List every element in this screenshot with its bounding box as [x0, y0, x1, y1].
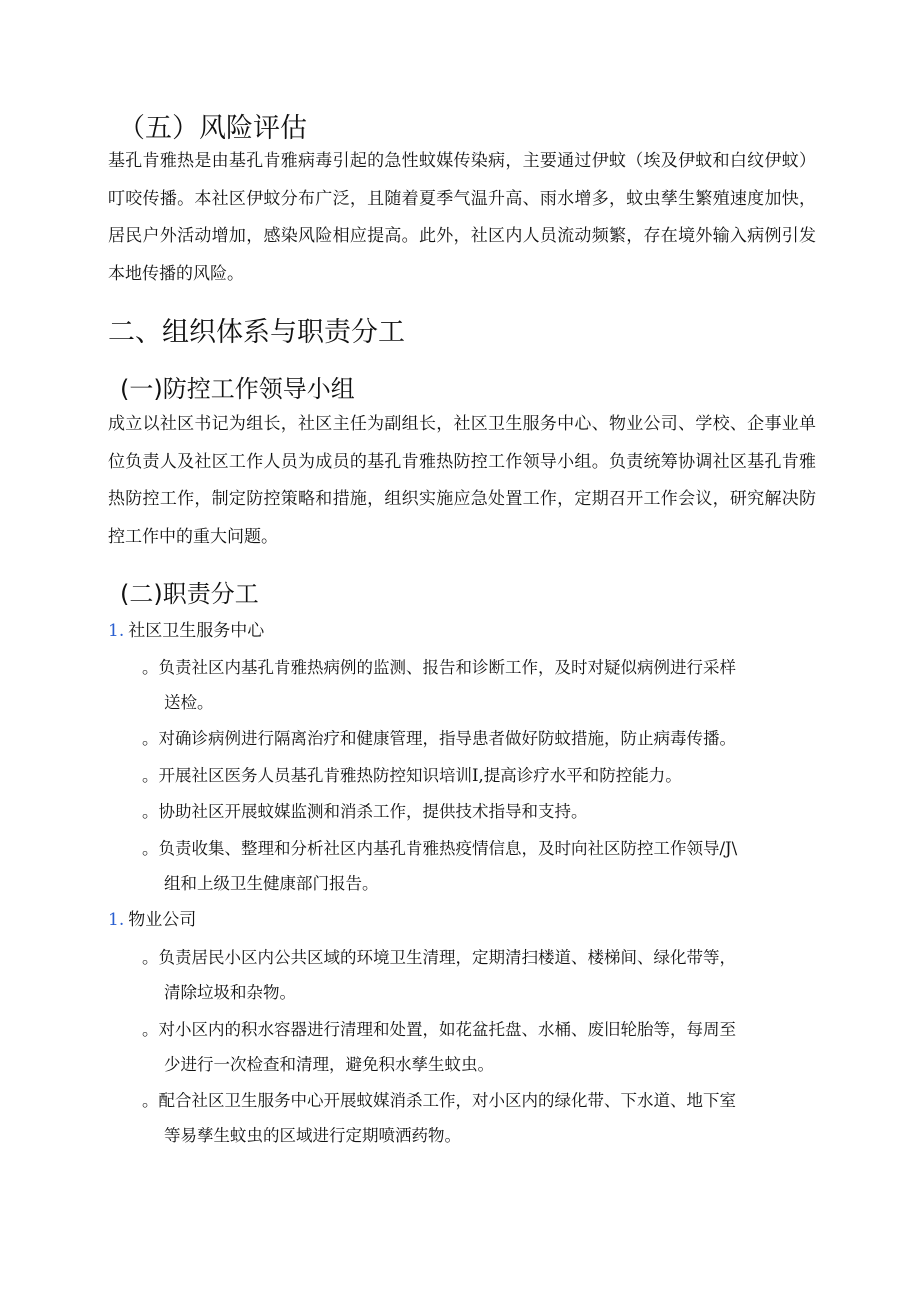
bullet-line-continued: 少进行一次检查和清理，避免积水孳生蚊虫。: [164, 1055, 494, 1074]
list-title: 社区卫生服务中心: [128, 621, 265, 641]
bullet-line: 。负责社区内基孔肯雅热病例的监测、报告和诊断工作，及时对疑似病例进行采样: [142, 658, 736, 677]
bullet-item: [142, 650, 810, 720]
list-item-health-center: [108, 616, 264, 646]
bullet-line: 。协助社区开展蚊媒监测和消杀工作，提供技术指导和支持。: [142, 802, 588, 821]
heading-duties: (二)职责分工: [120, 580, 259, 608]
bullet-line-continued: 组和上级卫生健康部门报告。: [164, 874, 379, 893]
bullet-line: 。对小区内的积水容器进行清理和处置，如花盆托盘、水桶、废旧轮胎等，每周至: [142, 1020, 736, 1039]
bullet-line-continued: 清除垃圾和杂物。: [164, 983, 296, 1002]
bullet-item: [142, 758, 810, 793]
bullet-item: [142, 721, 810, 756]
bullet-line-continued: 等易孳生蚊虫的区域进行定期喷洒药物。: [164, 1126, 461, 1145]
bullet-line: 。开展社区医务人员基孔肯雅热防控知识培训I,提高诊疗水平和防控能力。: [142, 766, 682, 785]
list-title: 物业公司: [128, 910, 197, 930]
bullet-item: [142, 1083, 810, 1153]
bullet-item: [142, 1012, 810, 1082]
bullet-item: [142, 794, 810, 829]
bullet-line-continued: 送检。: [164, 693, 214, 712]
paragraph-risk-assessment: 基孔肯雅热是由基孔肯雅病毒引起的急性蚊媒传染病，主要通过伊蚊（埃及伊蚊和白纹伊蚊）叮咬传播。本社区伊蚊分布广泛，且随着夏季气温升高、雨水增多，蚊虫孳生繁殖速度加快，居民户外活动增加，感染风险相应提高。此外，社区内人员流动频繁，存在境外输入病例引发本地传播的风险。: [108, 151, 816, 284]
bullet-item: [142, 940, 810, 1010]
paragraph-leadership-group: 成立以社区书记为组长，社区主任为副组长，社区卫生服务中心、物业公司、学校、企事业单位负责人及社区工作人员为成员的基孔肯雅热防控工作领导小组。负责统筹协调社区基孔肯雅热防控工作，制定防控策略和措施，组织实施应急处置工作，定期召开工作会议，研究解决防控工作中的重大问题。: [108, 414, 816, 547]
heading-organization: 二、组织体系与职责分工: [108, 317, 405, 348]
bullet-line: 。负责居民小区内公共区域的环境卫生清理，定期清扫楼道、楼梯间、绿化带等，: [142, 948, 736, 967]
list-item-property-company: [108, 905, 196, 935]
bullet-line: 。对确诊病例进行隔离治疗和健康管理，指导患者做好防蚊措施，防止病毒传播。: [142, 729, 736, 748]
heading-risk-assessment: （五）风险评估: [118, 113, 307, 144]
bullet-item: [142, 831, 810, 901]
list-number: 1.: [108, 621, 125, 641]
bullet-line: 。负责收集、整理和分析社区内基孔肯雅热疫情信息，及时向社区防控工作领导/J\: [142, 839, 738, 858]
heading-leadership-group: (一)防控工作领导小组: [120, 375, 355, 403]
bullet-line: 。配合社区卫生服务中心开展蚊媒消杀工作，对小区内的绿化带、下水道、地下室: [142, 1091, 736, 1110]
list-number: 1.: [108, 910, 125, 930]
